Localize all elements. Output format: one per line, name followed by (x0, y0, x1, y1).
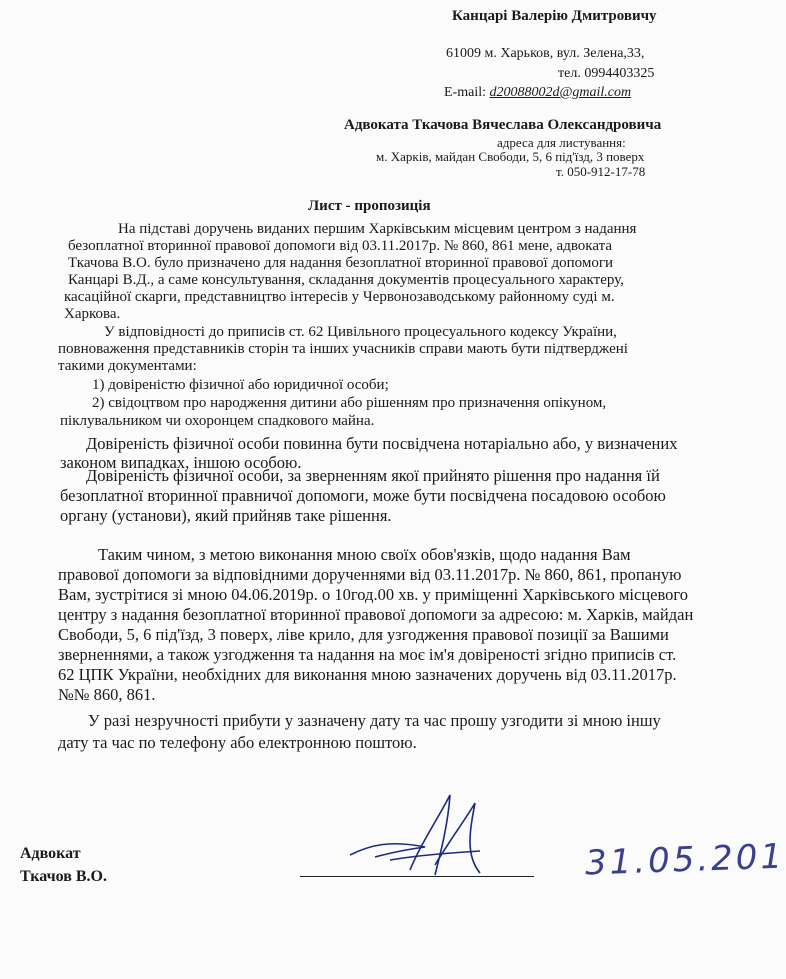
text-line: правової допомоги за відповідними дорученнями від 03.11.2017р. № 860, 861, пропаную (58, 565, 682, 584)
text-line: центру з надання безоплатної вторинної правової допомоги за адресою: м. Харків, майдан (58, 605, 694, 624)
text-line: зверненнями, а також узгодження та надання на моє ім'я довіреності згідно приписів ст. (58, 645, 677, 664)
text-line: У відповідності до приписів ст. 62 Цивільного процесуального кодексу України, (104, 324, 617, 340)
recipient-name: Канцарі Валерію Дмитровичу (452, 8, 657, 24)
text-line: Свободи, 5, 6 під'їзд, 3 поверх, ліве крило, для узгодження правової позиції за Вашими (58, 625, 669, 644)
text-line: Таким чином, з метою виконання мною своїх обов'язків, щодо надання Вам (98, 545, 631, 564)
handwritten-date: 31.05.201 (584, 836, 786, 884)
text-line: Харкова. (64, 306, 121, 322)
sender-address: м. Харків, майдан Свободи, 5, 6 під'їзд, 3 поверх (376, 149, 645, 164)
signature-line (300, 876, 534, 877)
signer-name: Ткачов В.О. (20, 868, 107, 885)
text-line: такими документами: (58, 358, 197, 374)
sender-name: Адвоката Ткачова Вячеслава Олександровича (344, 117, 662, 133)
letter-title: Лист - пропозиція (308, 198, 431, 214)
text-line: Ткачова В.О. було призначено для надання безоплатної вторинної правової допомоги (68, 255, 614, 271)
recipient-email-row (444, 85, 631, 101)
text-line: №№ 860, 861. (58, 685, 156, 704)
text-line: піклувальником чи охоронцем спадкового майна. (60, 413, 375, 429)
text-line: 62 ЦПК України, необхідних для виконання мною зазначених доручень від 03.11.2017р. (58, 665, 677, 684)
text-line: Вам, зустрітися зі мною 04.06.2019р. о 10год.00 хв. у приміщенні Харківського місцевого (58, 585, 689, 604)
text-line: Довіреність фізичної особи повинна бути посвідчена нотаріально або, у визначених (86, 434, 678, 453)
text-line: Довіреність фізичної особи, за зверненням якої прийнято рішення про надання їй (86, 466, 660, 485)
text-line: Канцарі В.Д., а саме консультування, складання документів процесуального характеру, (68, 272, 624, 288)
list-item: 1) довіреністю фізичної або юридичної особи; (92, 377, 389, 393)
text-line: органу (установи), який прийняв таке рішення. (60, 506, 392, 525)
text-line: касаційної скарги, представництво інтересів у Червонозаводському районному суді м. (64, 289, 615, 305)
handwritten-signature (330, 785, 500, 885)
text-line: законом випадках, іншою особою. (60, 453, 302, 472)
sender-address-label: адреса для листування: (497, 135, 626, 150)
text-line: безоплатної вторинної правничої допомоги, може бути посвідчена посадовою особою (60, 486, 666, 505)
text-line: дату та час по телефону або електронною поштою. (58, 733, 417, 752)
sender-phone: т. 050-912-17-78 (556, 164, 646, 179)
text-line: 2) свідоцтвом про народження дитини або рішенням про призначення опікуном, (92, 395, 607, 411)
email-label: E-mail: (444, 85, 486, 100)
email-link[interactable]: d20088002d@gmail.com (489, 85, 632, 100)
recipient-address: 61009 м. Харьков, вул. Зелена,33, (446, 46, 645, 61)
recipient-phone: тел. 0994403325 (558, 66, 655, 81)
text-line: повноваження представників сторін та інших учасників справи мають бути підтверджені (58, 341, 628, 357)
text-line: У разі незручності прибути у зазначену дату та час прошу узгодити зі мною іншу (88, 711, 661, 730)
text-line: На підставі доручень виданих першим Харківським місцевим центром з надання (118, 221, 637, 237)
text-line: безоплатної вторинної правової допомоги від 03.11.2017р. № 860, 861 мене, адвоката (68, 238, 613, 254)
signer-role: Адвокат (20, 845, 81, 862)
